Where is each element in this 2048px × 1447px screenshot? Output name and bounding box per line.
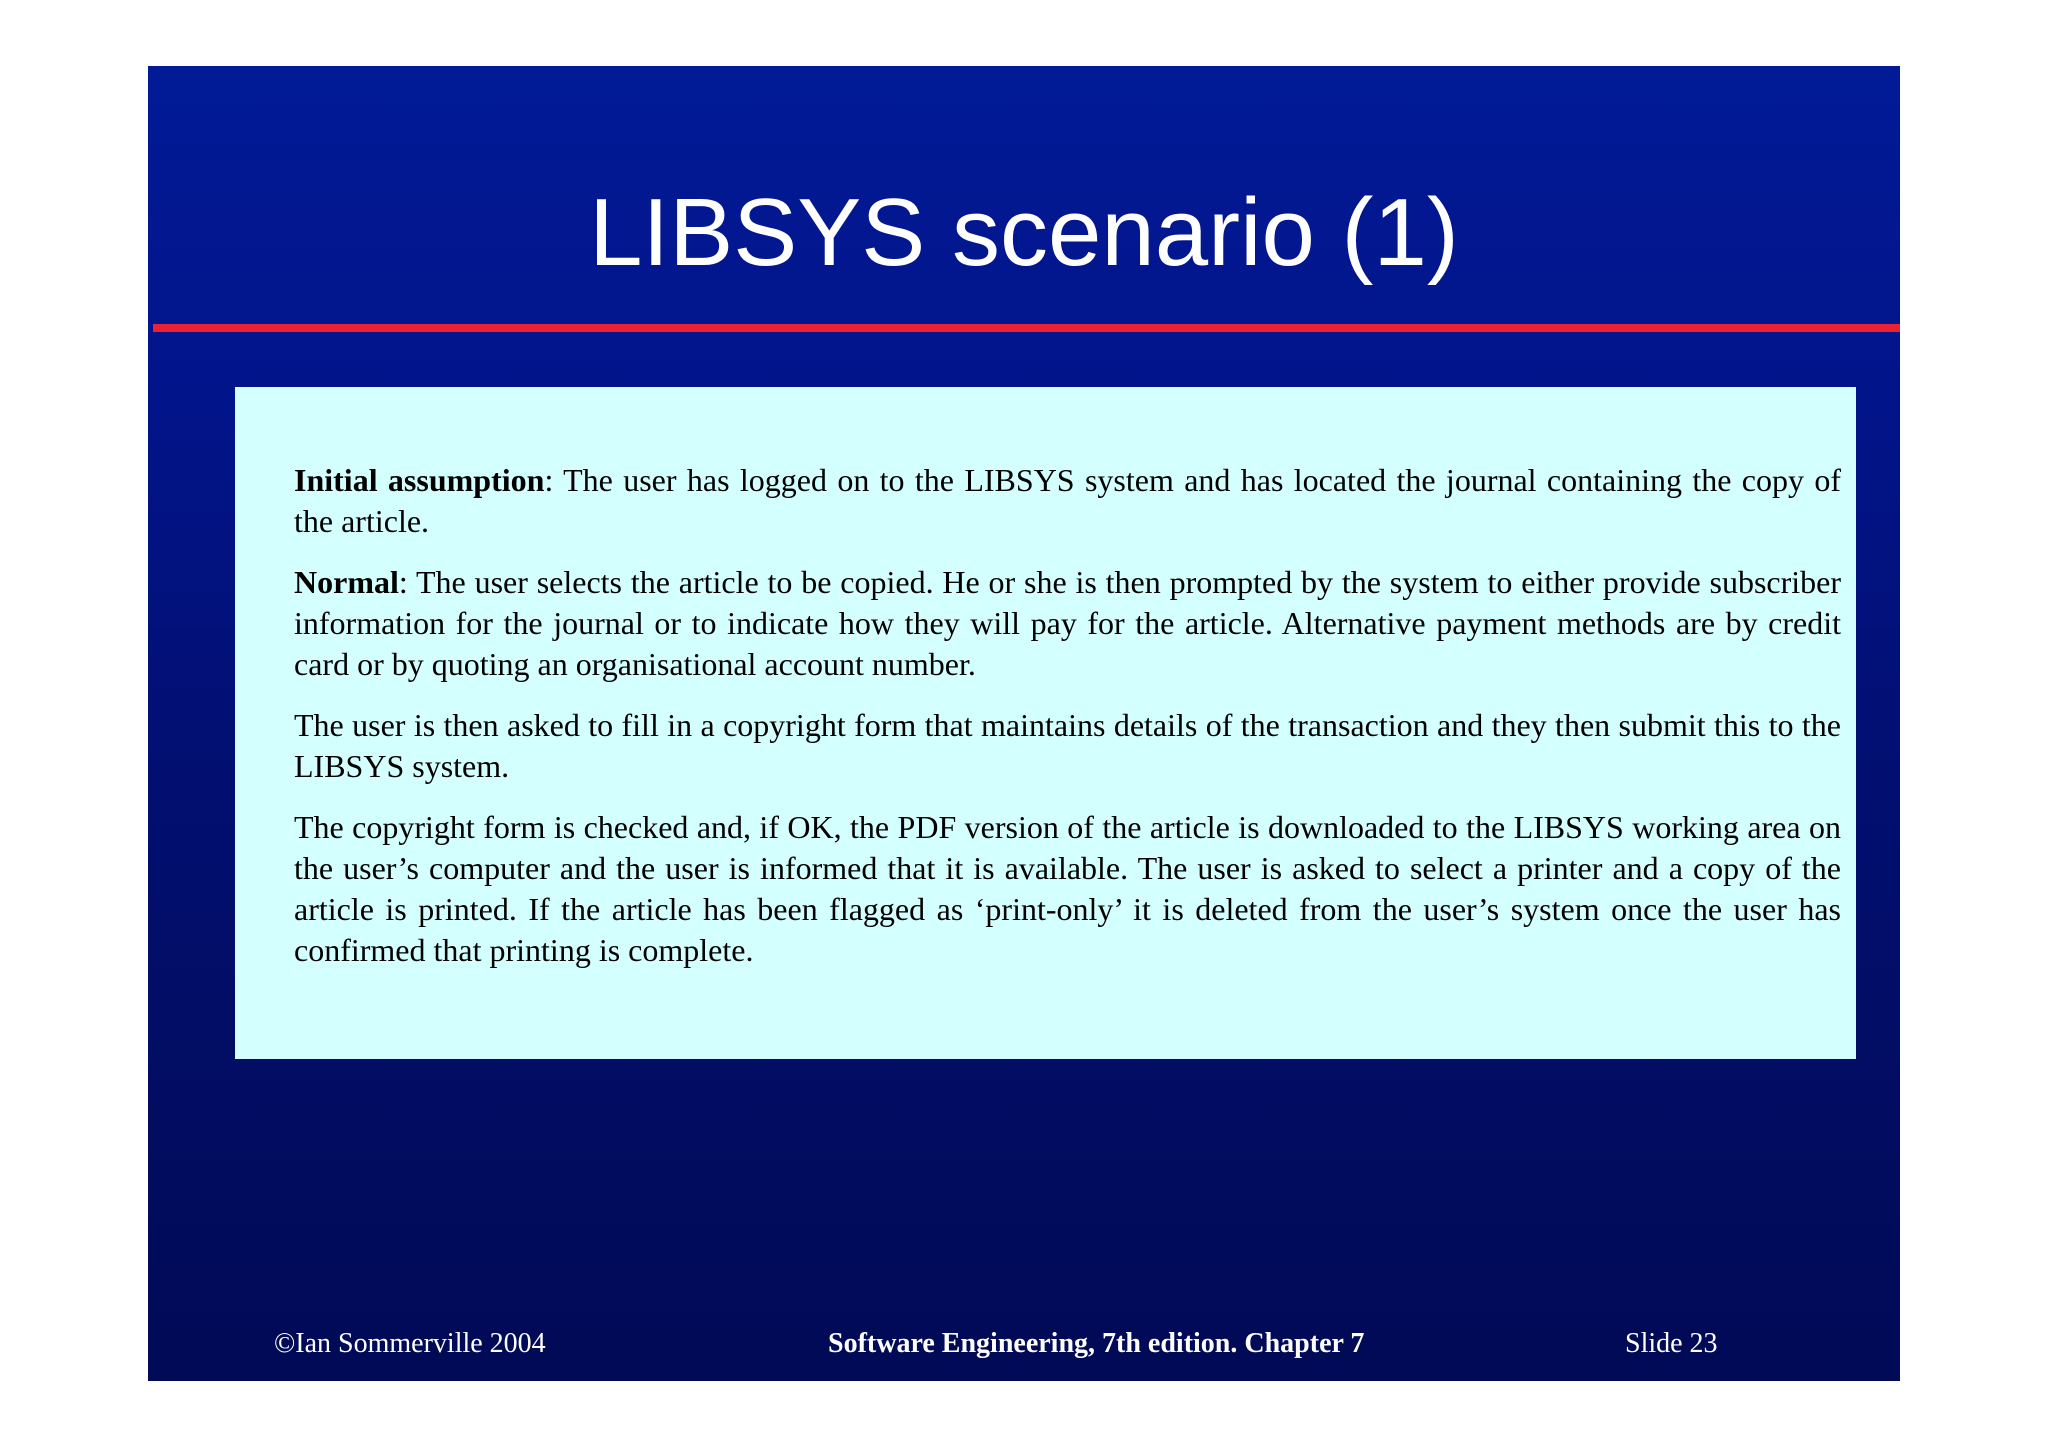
- slide-title: LIBSYS scenario (1): [589, 179, 1459, 286]
- paragraph-text: The copyright form is checked and, if OK, the PDF version of the article is downloaded to the LIBSYS working area on the user’s computer and the user is informed that it is available. The user is asked to select a printer and a copy of the article is printed. If the article has been flagged as ‘print-only’ it is deleted from the user’s system once the user has confirmed that printing is complete.: [294, 809, 1841, 968]
- paragraph-download-print: [294, 807, 1841, 971]
- paragraph-lead: Initial assumption: [294, 462, 545, 498]
- paragraph-text: : The user has logged on to the LIBSYS system and has located the journal containing the copy of the article.: [294, 462, 1842, 539]
- slide: [148, 66, 1900, 1381]
- paragraph-normal: [294, 562, 1841, 685]
- paragraph-initial-assumption: [294, 460, 1841, 542]
- paragraph-lead: Normal: [294, 564, 399, 600]
- title-divider: [153, 324, 1900, 332]
- paragraph-text: The user is then asked to fill in a copyright form that maintains details of the transaction and they then submit this to the LIBSYS system.: [294, 707, 1841, 784]
- footer-copyright: ©Ian Sommerville 2004: [274, 1328, 546, 1359]
- paragraph-text: : The user selects the article to be copied. He or she is then prompted by the system to either provide subscriber information for the journal or to indicate how they will pay for the article. Alternative payment methods are by credit card or by quoting an organisational account number.: [294, 564, 1841, 682]
- paragraph-copyright-form: [294, 705, 1841, 787]
- footer-book-title: Software Engineering, 7th edition. Chapter 7: [828, 1328, 1365, 1359]
- scenario-content-box: [235, 387, 1856, 1059]
- footer-slide-number: Slide 23: [1625, 1328, 1718, 1359]
